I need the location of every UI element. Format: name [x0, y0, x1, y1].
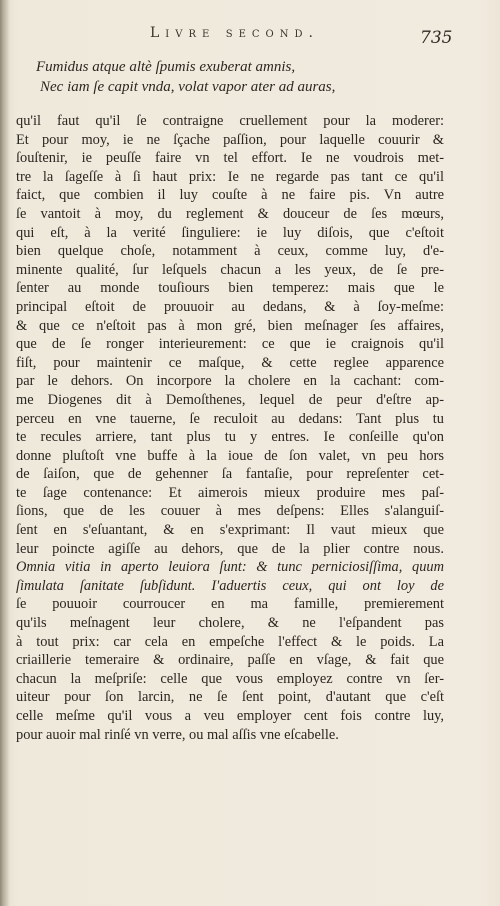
text-line: perceu en vne tauerne, ſe reculoit au dedans: Tant plus tu	[16, 410, 444, 427]
body-text	[16, 112, 444, 744]
verse-line: Nec iam ſe capit vnda, volat vapor ater ad auras,	[40, 79, 336, 95]
text-line: te recules arriere, tant plus tu y entres. Ie conſeille qu'on	[16, 429, 444, 446]
text-line: qu'ils meſnagent leur cholere, & ne l'eſpandent pas	[16, 615, 444, 632]
text-line: te ſage contenance: Et aimerois mieux produire mes paſ-	[16, 484, 444, 501]
text-line: ſenter au monde touſiours bien temperez: mais que le	[16, 280, 444, 297]
text-line: ſimulata ſanitate ſubſidunt. I'aduertis ceux, qui ont loy de	[16, 577, 444, 594]
text-line: qu'il faut qu'il ſe contraigne cruellement pour la moderer:	[16, 113, 444, 129]
latin-verse-quote	[36, 57, 476, 97]
text-line: Et pour moy, ie ne ſçache paſſion, pour laquelle couurir &	[16, 131, 444, 148]
text-line: celle meſme qu'il vous a veu employer cent fois contre luy,	[16, 708, 444, 724]
text-line: ſe pouuoir courroucer en ma famille, premierement	[16, 596, 444, 613]
text-line: donne pluſtoſt vne buffe à la ioue de ſon valet, vn peu hors	[16, 447, 444, 464]
text-line: fiſt, pour maintenir ce maſque, & cette reglee apparence	[16, 354, 444, 371]
text-line: que de ſe ronger interieurement: ce que ie craignois qu'il	[16, 336, 444, 353]
text-line: chacun la meſpriſe: celle que vous employez contre vn ſer-	[16, 670, 444, 687]
text-line: criaillerie temeraire & ordinaire, paſſe en vſage, & fait que	[16, 652, 444, 669]
text-line: ſions, que de les couuer à mes deſpens: Elles s'alanguiſ-	[16, 503, 444, 520]
text-line: principal eſtoit de prouuoir au dedans, & à ſoy-meſme:	[16, 298, 444, 315]
text-line: uiteur pour ſon larcin, ne ſe ſent point, d'autant que c'eſt	[16, 689, 444, 706]
text-line: qui eſt, à la verité ſinguliere: ie luy diſois, que c'eſtoit	[16, 224, 444, 241]
text-line: & que ce n'eſtoit pas à mon gré, bien meſnager ſes affaires,	[16, 317, 444, 334]
text-line: minente qualité, ſur leſquels chacun a les yeux, de ſe pre-	[16, 261, 444, 278]
verse-line: Fumidus atque altè ſpumis exuberat amnis,	[36, 59, 296, 75]
text-line: ſent en s'eſuantant, & en s'exprimant: Il vaut mieux que	[16, 522, 444, 539]
text-line: pour auoir mal rinſé vn verre, ou mal aſſis vne eſcabelle.	[16, 726, 339, 743]
text-line: par le dehors. On incorpore la cholere en la cachant: com-	[16, 373, 444, 390]
text-line: de ſaiſon, que de gehenner ſa fantaſie, pour repreſenter cet-	[16, 466, 444, 483]
text-line: leur poincte agiſſe au dehors, que de la plier contre nous.	[16, 540, 444, 557]
text-line: ſouſtenir, ie peuſſe faire vn tel effort. Ie ne voudrois met-	[16, 150, 444, 167]
running-head: Livre second.	[150, 25, 319, 41]
text-line: à tout prix: car cela en empeſche l'effect & le poids. La	[16, 633, 444, 650]
binding-gutter	[0, 0, 10, 906]
text-line: Omnia vitia in aperto leuiora ſunt: & tunc perniciosiſſima, quum	[16, 559, 444, 576]
text-line: tre la ſageſſe à ſi haut prix: Ie ne regarde pas tant ce qu'il	[16, 168, 444, 185]
page-number: 735	[420, 28, 453, 48]
page-header	[0, 20, 500, 50]
text-line: faict, que combien il luy couſte à ne faire pis. Vn autre	[16, 187, 444, 204]
text-line: ſe vantoit à moy, du reglement & douceur de ſes mœurs,	[16, 205, 444, 222]
text-line: bien quelque choſe, notamment à ceux, comme luy, d'e-	[16, 243, 444, 260]
text-line: me Diogenes dit à Demoſthenes, lequel de peur d'eſtre ap-	[16, 391, 444, 408]
